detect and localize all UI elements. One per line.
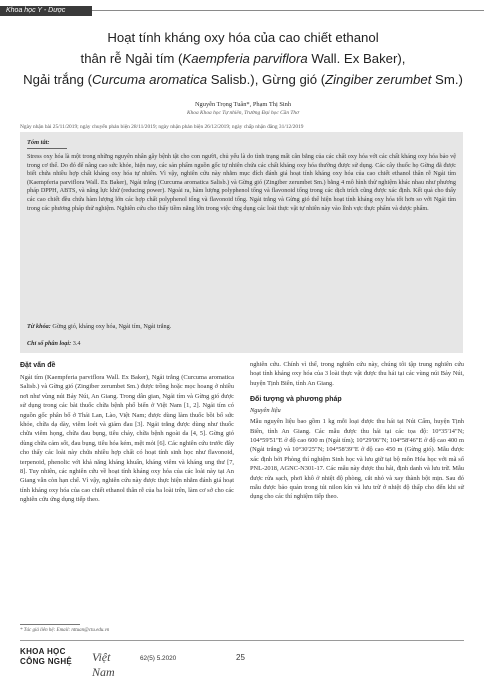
title-text: Sm.) <box>431 72 463 87</box>
footnote-rule <box>20 624 80 625</box>
classification-text: 3.4 <box>71 340 81 347</box>
section-label: Khoa học Y - Dược <box>6 7 66 14</box>
title-text: thân rễ Ngải tím ( <box>80 51 183 66</box>
classification-label: Chỉ số phân loại: <box>27 340 72 347</box>
keywords <box>27 323 456 332</box>
methods-text: Mẫu nguyên liệu bao gồm 1 kg mỗi loại được thu hái tại Núi Cấm, huyện Tịnh Biên, tỉnh An Giang. Các mẫu được thu hái tại các tọa độ: 10°35'14"N; 104°59'51"E ở độ cao 600 m (Ngải tím); 10°29'06"N; 104°58'46"E ở độ cao 400 m (Ngải trắng) và 10°30'25"N; 104°58'39"E ở độ cao 450 m (Gừng gió). Mẫu được xác định bởi Phòng thí nghiệm Sinh học và lưu giữ tại bộ môn Hóa học với mã số PNL-2018, AGNC-N301-17. Các mẫu này được thu hái, định danh và lưu trữ. Mẫu được rửa sạch, phơi khô ở nhiệt độ phòng, cắt nhỏ và xay thành bột mịn. Sau đó mẫu được bảo quản trong túi nilon kín và lưu trữ ở nhiệt độ thấp cho đến khi sử dụng cho các thí nghiệm tiếp theo. <box>250 418 464 501</box>
logo-line-1: KHOA HỌC <box>20 647 66 656</box>
right-column <box>250 360 464 502</box>
logo-line-2: CÔNG NGHỆ <box>20 657 73 666</box>
logo-mark: Việt Nam <box>92 650 115 679</box>
left-column <box>20 360 234 505</box>
page-number: 25 <box>236 653 245 662</box>
methods-heading: Đối tượng và phương pháp <box>250 396 342 404</box>
abstract-text: Stress oxy hóa là một trong những nguyên nhân gây bệnh tật cho con người, chủ yếu là do tình trạng mất cân bằng của các chất oxy hóa với các chất kháng oxy hóa bảo vệ trong cơ thể. Do đó để nâng cao sức khỏe, hiện nay, các sản phẩm nguồn gốc tự nhiên chứa các chất kháng oxy hóa thường được sử dụng. Các cây thuốc họ Gừng đã được biết chứa nhiều hợp chất kháng oxy hóa tự nhiên. Vì vậy, nghiên cứu này nhằm mục đích đánh giá hoạt tính kháng oxy hóa của cao chiết ethanol thân rễ Ngải tím (Kaempferia parviflora Wall. Ex Baker), Ngải trắng (Curcuma aromatica Salisb.) và Gừng gió (Zingiber zerumbet Sm.) bằng 4 mô hình thử nghiệm khác nhau như phương pháp DPPH, ABTS, và năng lực khử (reducing power). Ngoài ra, hàm lượng polyphenol tổng và flavonoid tổng trong các dịch trích cũng được xác định. Kết quả cho thấy các cao chiết đều chứa hàm lượng lớn các hợp chất polyphenol tổng và flavonoid tổng. Ngải trắng và Gừng gió thể hiện hoạt tính kháng oxy hóa tốt hơn so với Ngải tím trong các phương pháp thử nghiệm. Nghiên cứu cho thấy tiềm năng lớn trong việc ứng dụng các loài thực vật tự nhiên này vào lĩnh vực thực phẩm và dược phẩm. <box>27 153 456 212</box>
abstract-heading: Tóm tắt: <box>27 139 50 146</box>
affiliation: Khoa Khoa học Tự nhiên, Trường Đại học Cần Thơ <box>187 110 299 116</box>
running-header <box>0 0 485 22</box>
intro-continued-text: nghiên cứu. Chính vì thế, trong nghiên cứu này, chúng tôi tập trung nghiên cứu hoạt tính kháng oxy hóa của 3 loài thực vật được thu hái tại các vùng núi Bảy Núi, huyện Tịnh Biên, tỉnh An Giang. <box>250 361 464 387</box>
title-text: Salisb.), Gừng gió ( <box>207 72 326 87</box>
title-line-2 <box>20 48 466 69</box>
classification <box>27 340 456 349</box>
submission-dates: Ngày nhận bài 25/11/2019; ngày chuyển phản biện 28/11/2019; ngày nhận phản biện 26/12/2019; ngày chấp nhận đăng 31/12/2019 <box>20 124 304 130</box>
issue-number: 62(5) 5.2020 <box>140 655 177 662</box>
scientific-name: Curcuma aromatica <box>92 72 208 87</box>
journal-logo <box>20 647 90 669</box>
title-line-3 <box>20 69 466 90</box>
article-title <box>20 27 466 90</box>
title-text: Wall. Ex Baker), <box>307 51 406 66</box>
abstract-heading-rule <box>27 148 67 149</box>
materials-subheading: Nguyên liệu <box>250 407 281 415</box>
authors: Nguyễn Trọng Tuân*, Phạm Thị Sinh <box>194 101 292 108</box>
keywords-text: Gừng gió, kháng oxy hóa, Ngải tím, Ngải trắng. <box>50 323 172 330</box>
title-line-1: Hoạt tính kháng oxy hóa của cao chiết ethanol <box>107 30 379 45</box>
scientific-name: Zingiber zerumbet <box>325 72 432 87</box>
footnote: * Tác giả liên hệ: Email: nttuan@ctu.edu.vn <box>20 628 110 633</box>
intro-text: Ngải tím (Kaempferia parviflora Wall. Ex Baker), Ngải trắng (Curcuma aromatica Salisb.) và Gừng gió (Zingiber zerumbet Sm.) được trồng hoặc mọc hoang ở nhiều nơi như vùng núi Bảy Núi, An Giang. Trong dân gian, Ngải tím và Gừng gió được sử dụng trong các bài thuốc chữa bệnh phổ biến ở Việt Nam [1, 2]. Ngải tím có nguồn gốc phân bố ở Thái Lan, Lào, Việt Nam; được dùng làm thuốc bồi bổ sức khỏe, chữa dạ dày, viêm loét và giảm đau [3]. Ngải trắng được dùng như thuốc chữa viêm họng, chữa đau bụng, tiêu chảy, chữa bệnh ngoài da [4, 5]. Gừng gió dùng chữa cảm sốt, đau bụng, tiêu hóa kém, mệt mỏi [6]. Các nghiên cứu trước đây cho thấy các loài này chứa nhiều hợp chất có hoạt tính sinh học như flavonoid, terpenoid, phenolic với khả năng kháng khuẩn, kháng viêm và kháng ung thư [7, 8]. Tuy nhiên, các nghiên cứu về hoạt tính kháng oxy hóa của các loài này tại An Giang vẫn còn hạn chế. Vì vậy, nghiên cứu này được thực hiện nhằm đánh giá hoạt tính kháng oxy hóa của cao chiết ethanol thân rễ của ba loài trên, làm cơ sở cho các nghiên cứu ứng dụng tiếp theo. <box>20 374 234 504</box>
keywords-label: Từ khóa: <box>27 323 51 330</box>
title-text: Ngải trắng ( <box>23 72 92 87</box>
footer-rule <box>20 640 464 641</box>
scientific-name: Kaempferia parviflora <box>182 51 308 66</box>
intro-heading: Đặt vấn đề <box>20 362 56 369</box>
header-rule <box>92 10 484 11</box>
